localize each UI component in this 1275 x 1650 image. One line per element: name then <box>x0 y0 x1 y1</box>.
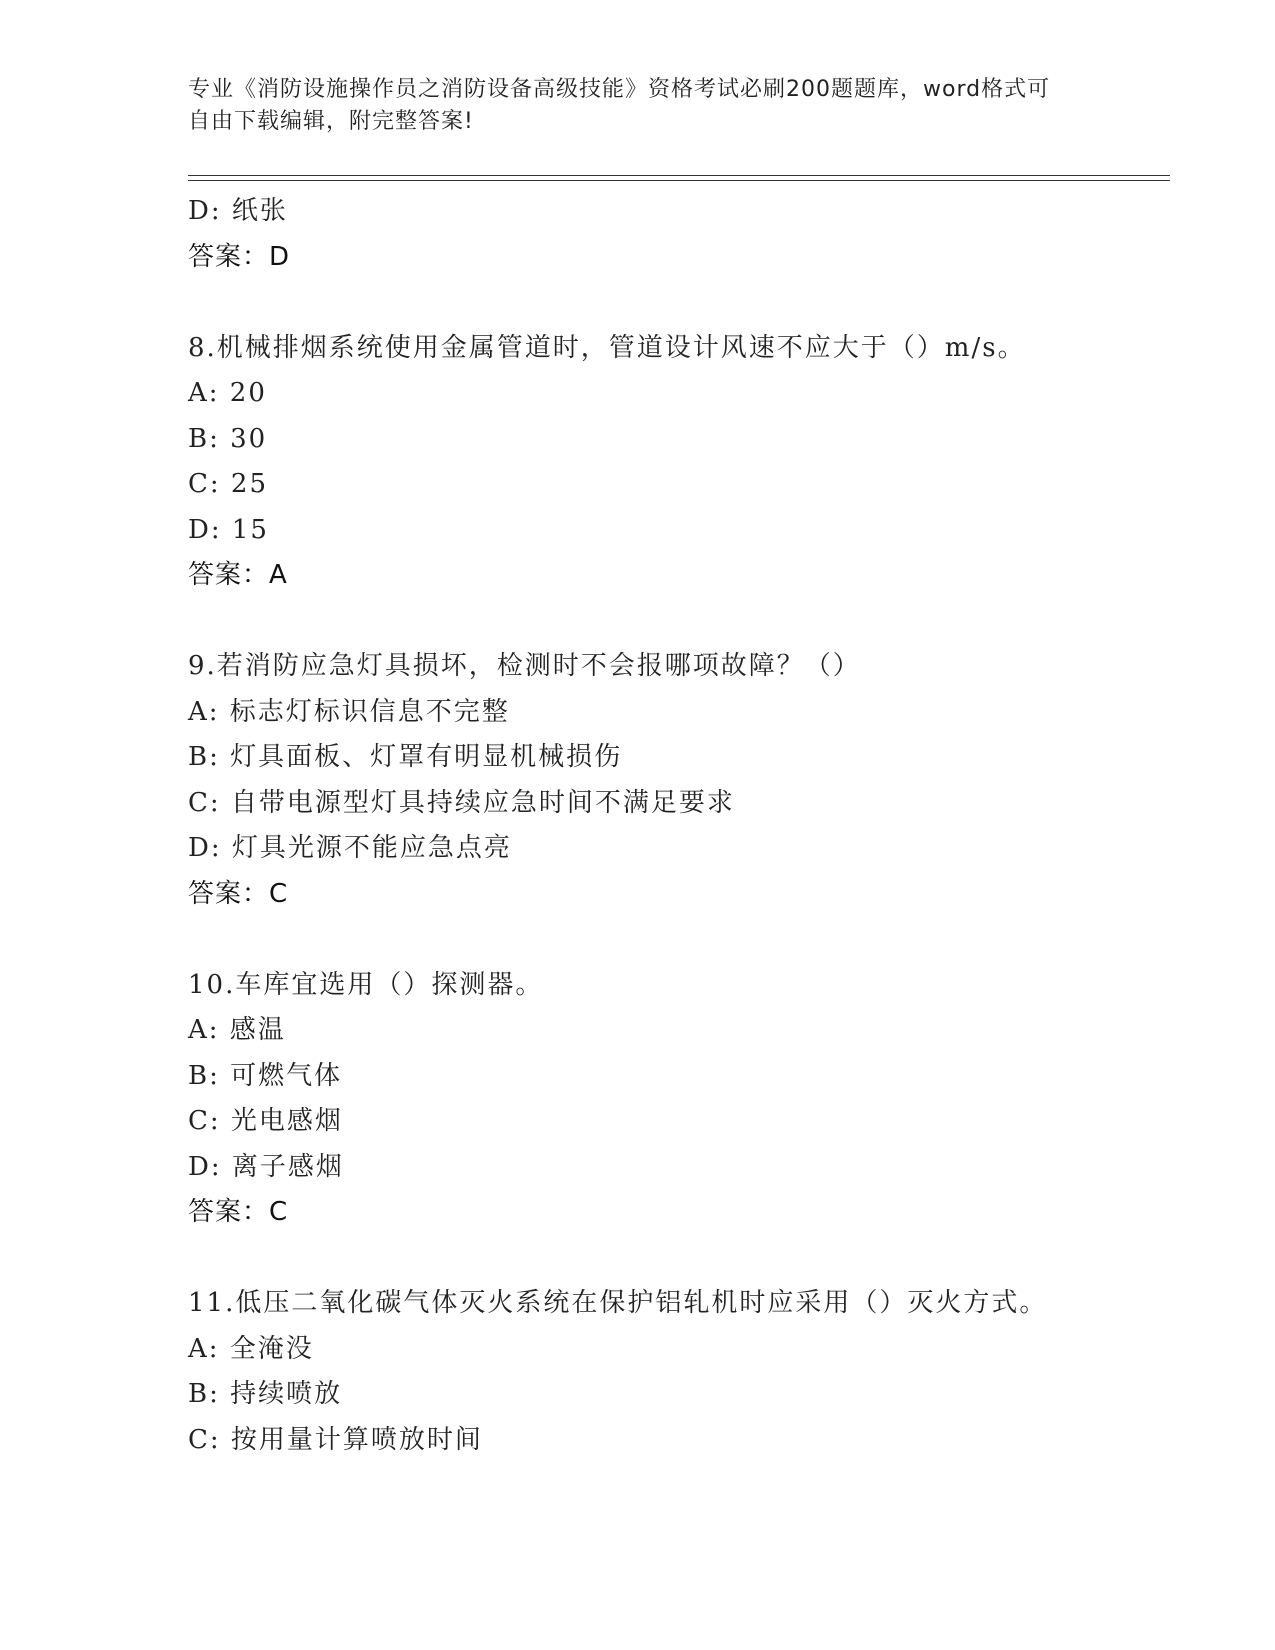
option-d: D: 离子感烟 <box>188 1151 344 1182</box>
answer: 答案：C <box>188 878 289 909</box>
spacer <box>188 917 1168 963</box>
question-block-11 <box>188 1281 1168 1463</box>
question-content <box>188 189 1168 1463</box>
spacer <box>188 280 1168 326</box>
question-stem: 11.低压二氧化碳气体灭火系统在保护铝轧机时应采用（）灭火方式。 <box>188 1288 1048 1318</box>
option-c: C: 按用量计算喷放时间 <box>188 1424 483 1455</box>
option-c: C: 25 <box>188 469 269 499</box>
question-block-9 <box>188 644 1168 917</box>
spacer <box>188 1236 1168 1282</box>
option-b: B: 灯具面板、灯罩有明显机械损伤 <box>188 742 623 772</box>
header-divider-top <box>188 175 1170 176</box>
option-a: A: 感温 <box>188 1015 286 1045</box>
prev-answer: 答案：D <box>188 241 291 272</box>
question-stem: 8.机械排烟系统使用金属管道时，管道设计风速不应大于（）m/s。 <box>188 332 1026 363</box>
spacer <box>188 599 1168 645</box>
option-a: A: 全淹没 <box>188 1333 314 1364</box>
option-d: D: 15 <box>188 514 269 545</box>
question-stem: 9.若消防应急灯具损坏，检测时不会报哪项故障？（） <box>188 651 861 681</box>
option-d: D: 灯具光源不能应急点亮 <box>188 833 512 863</box>
answer: 答案：C <box>188 1197 289 1227</box>
option-a: A: 标志灯标识信息不完整 <box>188 696 510 727</box>
document-header: 专业《消防设施操作员之消防设备高级技能》资格考试必刷200题题库，word格式可自由下载编辑，附完整答案! <box>188 77 1051 134</box>
answer: 答案：A <box>188 560 288 590</box>
option-c: C: 光电感烟 <box>188 1106 343 1136</box>
question-stem: 10.车库宜选用（）探测器。 <box>188 969 544 1000</box>
option-c: C: 自带电源型灯具持续应急时间不满足要求 <box>188 787 735 818</box>
prev-option-d: D: 纸张 <box>188 196 288 226</box>
option-b: B: 30 <box>188 423 268 454</box>
option-a: A: 20 <box>188 378 267 408</box>
option-b: B: 持续喷放 <box>188 1379 343 1409</box>
header-divider-bottom <box>188 180 1170 181</box>
question-block-10 <box>188 963 1168 1236</box>
option-b: B: 可燃气体 <box>188 1060 343 1091</box>
question-block-8 <box>188 326 1168 599</box>
